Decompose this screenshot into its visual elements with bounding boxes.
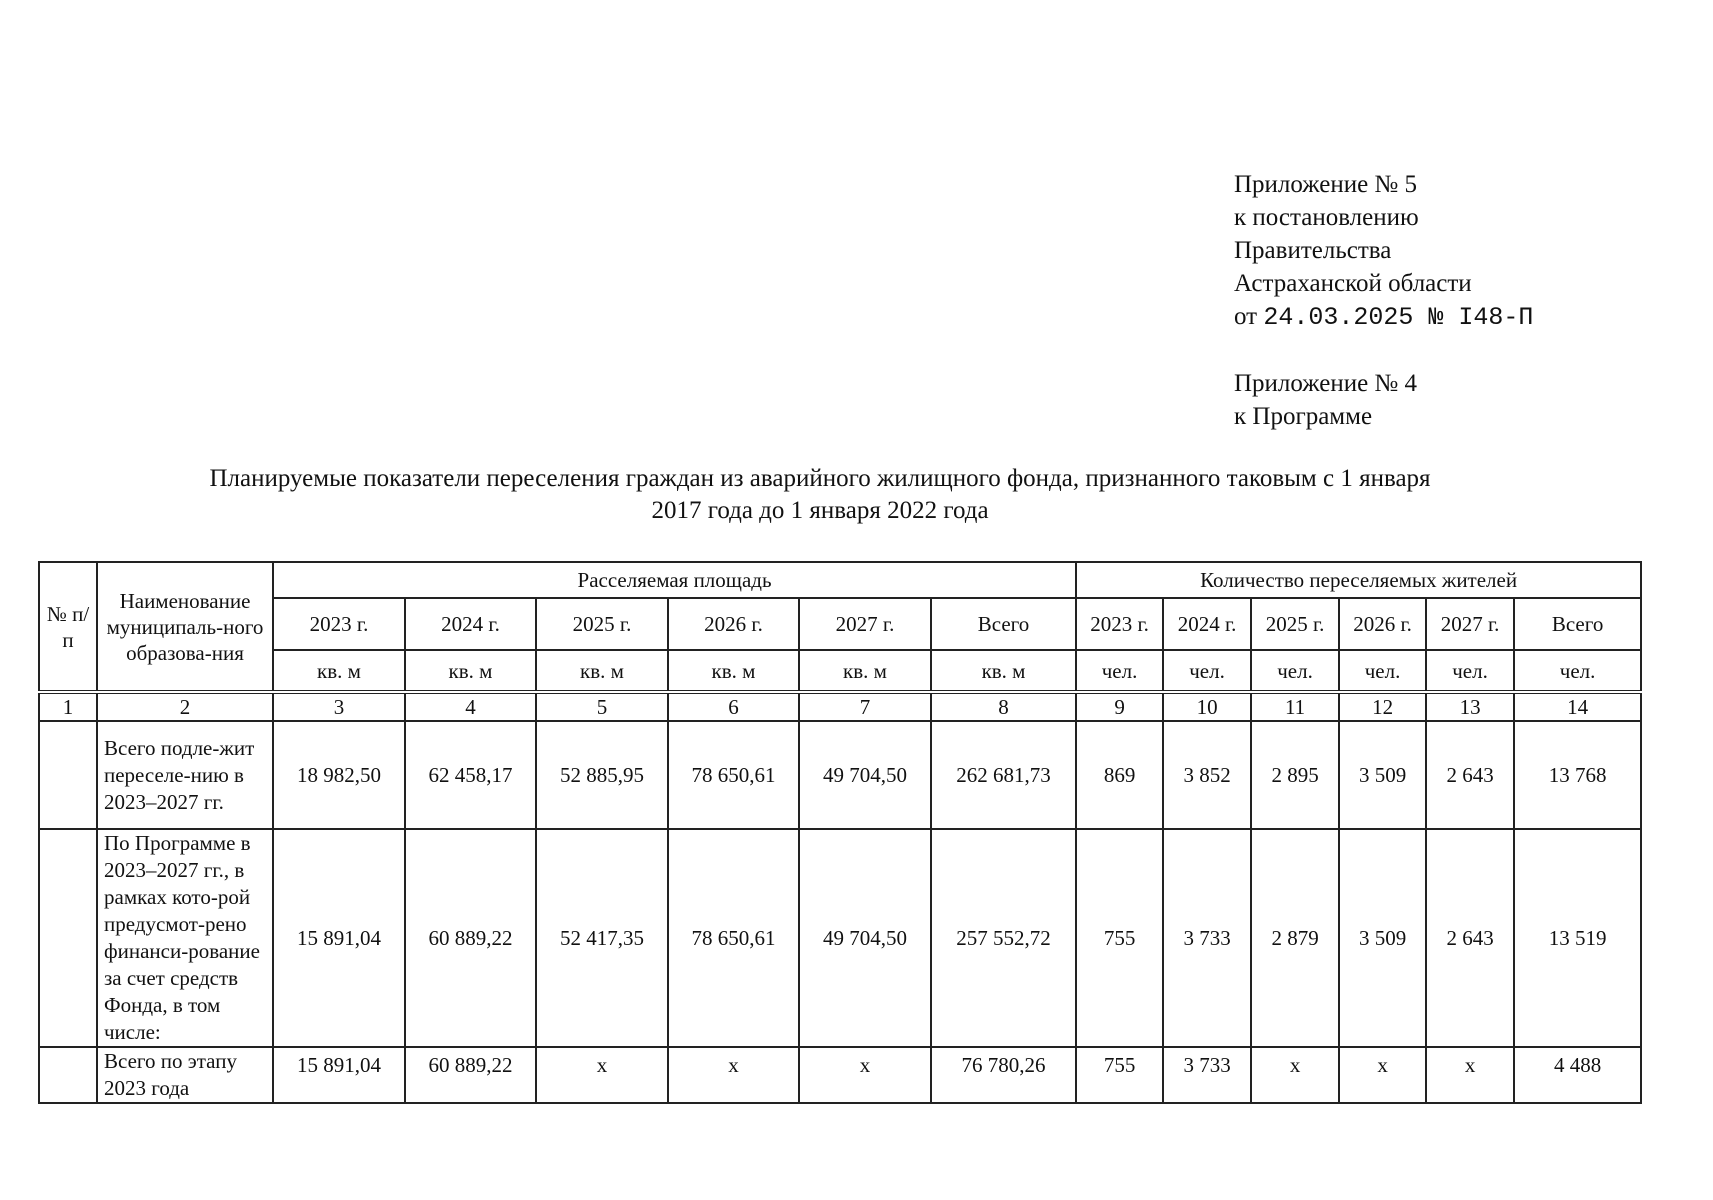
table-cell: х [799, 1047, 931, 1103]
appendix-line: Приложение № 4 [1234, 370, 1418, 397]
header-unit: кв. м [273, 650, 405, 692]
spacer [1234, 334, 1533, 367]
appendix-line: Приложение № 5 [1234, 171, 1418, 198]
column-number: 11 [1251, 692, 1339, 721]
header-unit: чел. [1163, 650, 1251, 692]
table-cell: 3 733 [1163, 1047, 1251, 1103]
column-number: 13 [1426, 692, 1514, 721]
header-year: 2023 г. [273, 598, 405, 650]
table-cell: х [1426, 1047, 1514, 1103]
title-line-1: Планируемые показатели переселения граждан из аварийного жилищного фонда, признанного таковым с 1 января [209, 465, 1431, 492]
header-unit: кв. м [536, 650, 668, 692]
row-name: Всего подле-жит переселе-нию в 2023–2027 гг. [97, 721, 273, 829]
table-cell: 49 704,50 [799, 721, 931, 829]
appendix-date-line [1234, 300, 1533, 334]
table-cell: 60 889,22 [405, 829, 536, 1047]
table-cell: 755 [1076, 829, 1163, 1047]
table-cell: 13 519 [1514, 829, 1641, 1047]
header-year: 2024 г. [405, 598, 536, 650]
column-number: 8 [931, 692, 1076, 721]
header-total: Всего [931, 598, 1076, 650]
table-cell: 76 780,26 [931, 1047, 1076, 1103]
table-cell: х [536, 1047, 668, 1103]
header-year: 2025 г. [536, 598, 668, 650]
table-cell: х [1339, 1047, 1426, 1103]
table-cell: 2 643 [1426, 829, 1514, 1047]
appendix-line: к Программе [1234, 403, 1373, 430]
header-unit: чел. [1251, 650, 1339, 692]
column-number: 2 [97, 692, 273, 721]
header-year: 2023 г. [1076, 598, 1163, 650]
appendix-line: Астраханской области [1234, 270, 1472, 297]
header-year: 2026 г. [668, 598, 799, 650]
table-cell: 3 509 [1339, 829, 1426, 1047]
header-unit: кв. м [799, 650, 931, 692]
column-number: 3 [273, 692, 405, 721]
table-cell: 2 643 [1426, 721, 1514, 829]
row-name: Всего по этапу 2023 года [97, 1047, 273, 1103]
header-area-group: Расселяемая площадь [273, 562, 1076, 598]
column-number: 5 [536, 692, 668, 721]
appendix-date-prefix: от [1234, 303, 1258, 330]
table-cell: 15 891,04 [273, 829, 405, 1047]
table-cell: х [1251, 1047, 1339, 1103]
header-people-group: Количество переселяемых жителей [1076, 562, 1641, 598]
header-unit: кв. м [405, 650, 536, 692]
table-cell: х [668, 1047, 799, 1103]
appendix-line: Правительства [1234, 237, 1392, 264]
table-row [39, 721, 1641, 829]
header-year: 2025 г. [1251, 598, 1339, 650]
table-cell: 2 895 [1251, 721, 1339, 829]
table-cell: 3 509 [1339, 721, 1426, 829]
table-cell: 4 488 [1514, 1047, 1641, 1103]
table-cell: 60 889,22 [405, 1047, 536, 1103]
header-unit: чел. [1514, 650, 1641, 692]
appendix-date-number: 24.03.2025 № I48-П [1263, 303, 1534, 332]
appendix-line: к постановлению [1234, 204, 1419, 231]
row-num [39, 721, 97, 829]
table-cell: 52 417,35 [536, 829, 668, 1047]
table-cell: 15 891,04 [273, 1047, 405, 1103]
table-cell: 49 704,50 [799, 829, 931, 1047]
table-cell: 62 458,17 [405, 721, 536, 829]
table-cell: 52 885,95 [536, 721, 668, 829]
title-line-2: 2017 года до 1 января 2022 года [651, 497, 989, 524]
header-year: 2024 г. [1163, 598, 1251, 650]
header-year: 2027 г. [1426, 598, 1514, 650]
table-cell: 262 681,73 [931, 721, 1076, 829]
row-num [39, 1047, 97, 1103]
header-num: № п/п [39, 562, 97, 692]
header-name: Наименование муниципаль-ного образова-ния [97, 562, 273, 692]
table-cell: 18 982,50 [273, 721, 405, 829]
table-cell: 2 879 [1251, 829, 1339, 1047]
column-number: 10 [1163, 692, 1251, 721]
table-cell: 755 [1076, 1047, 1163, 1103]
table-cell: 869 [1076, 721, 1163, 829]
column-number: 6 [668, 692, 799, 721]
table-cell: 3 733 [1163, 829, 1251, 1047]
header-unit: кв. м [931, 650, 1076, 692]
table-cell: 3 852 [1163, 721, 1251, 829]
table-row [39, 1047, 1641, 1103]
header-year: 2026 г. [1339, 598, 1426, 650]
appendix-block [1234, 168, 1533, 433]
header-total: Всего [1514, 598, 1641, 650]
table-cell: 257 552,72 [931, 829, 1076, 1047]
column-number: 12 [1339, 692, 1426, 721]
header-unit: кв. м [668, 650, 799, 692]
row-name: По Программе в 2023–2027 гг., в рамках кото-рой предусмот-рено финанси-рование за счет средств Фонда, в том числе: [97, 829, 273, 1047]
header-unit: чел. [1339, 650, 1426, 692]
header-unit: чел. [1426, 650, 1514, 692]
column-number: 7 [799, 692, 931, 721]
header-unit: чел. [1076, 650, 1163, 692]
table-cell: 13 768 [1514, 721, 1641, 829]
table-row [39, 829, 1641, 1047]
column-number: 4 [405, 692, 536, 721]
table-cell: 78 650,61 [668, 721, 799, 829]
column-number: 9 [1076, 692, 1163, 721]
column-number: 1 [39, 692, 97, 721]
header-year: 2027 г. [799, 598, 931, 650]
column-number: 14 [1514, 692, 1641, 721]
resettlement-table [38, 561, 1642, 1104]
table-cell: 78 650,61 [668, 829, 799, 1047]
document-title [150, 463, 1490, 527]
row-num [39, 829, 97, 1047]
